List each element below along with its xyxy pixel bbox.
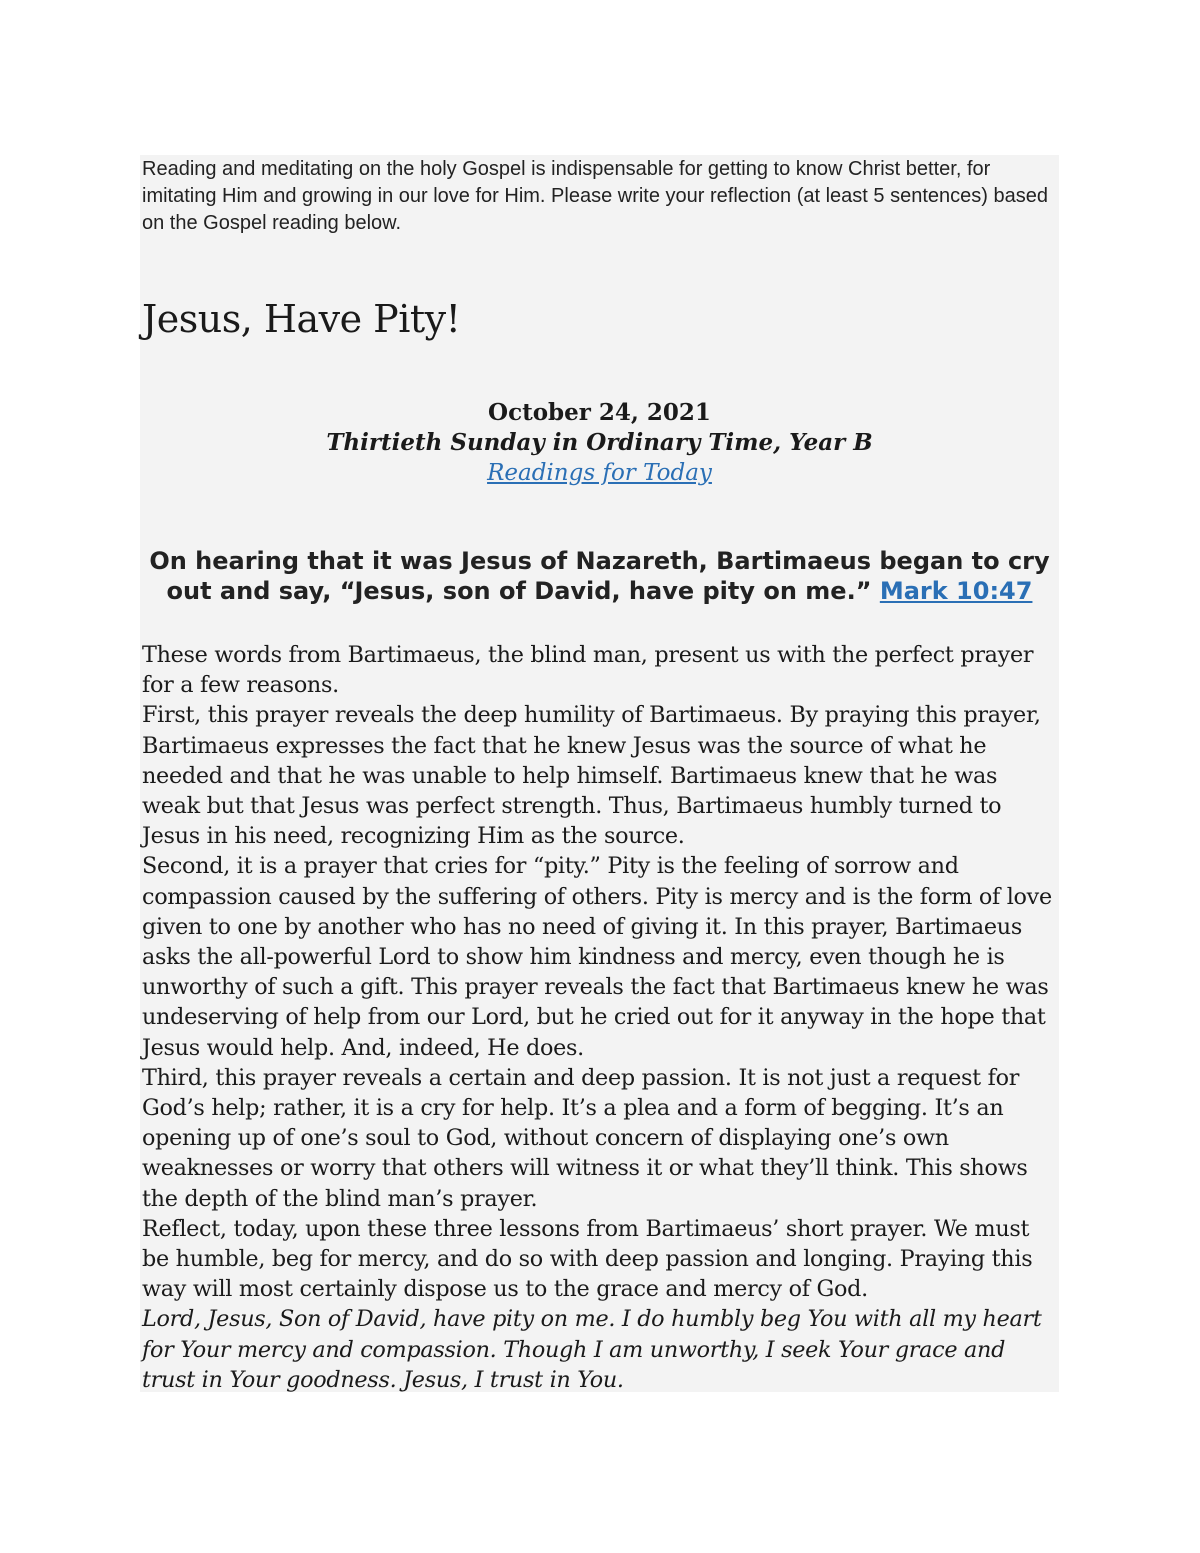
reflection-paragraph: These words from Bartimaeus, the blind man, present us with the perfect prayer for a few reasons. [142,642,1034,699]
readings-for-today-link[interactable]: Readings for Today [487,460,712,486]
scripture-reference-link[interactable]: Mark 10:47 [879,577,1033,605]
reflection-paragraph: Third, this prayer reveals a certain and deep passion. It is not just a request for God’s help; rather, it is a cry for help. It’s a plea and a form of begging. It’s an opening up of one’s soul to God, without concern of displaying one’s own weaknesses or worry that others will witness it or what they’ll think. This shows the depth of the blind man’s prayer. [142,1064,1028,1212]
reflection-paragraph: First, this prayer reveals the deep humility of Bartimaeus. By praying this prayer, Bartimaeus expresses the fact that he knew Jesus was the source of what he needed and that he was unable to help himself. Bartimaeus knew that he was weak but that Jesus was perfect strength. Thus, Bartimaeus humbly turned to Jesus in his need, recognizing Him as the source. [142,702,1041,850]
document-content [142,156,1057,1393]
reflection-paragraph: Second, it is a prayer that cries for “pity.” Pity is the feeling of sorrow and compassion caused by the suffering of others. Pity is mercy and is the form of love given to one by another who has no need of giving it. In this prayer, Bartimaeus asks the all-powerful Lord to show him kindness and mercy, even though he is unworthy of such a gift. This prayer reveals the fact that Bartimaeus knew he was undeserving of help from our Lord, but he cried out for it anyway in the hope that Jesus would help. And, indeed, He does. [142,853,1052,1061]
liturgical-occasion: Thirtieth Sunday in Ordinary Time, Year B [326,429,873,456]
gospel-quote-text: On hearing that it was Jesus of Nazareth, Bartimaeus began to cry out and say, “Jesus, son of David, have pity on me.” [149,547,1050,605]
gospel-quote [142,546,1057,606]
liturgical-info [142,398,1057,488]
reflection-title: Jesus, Have Pity! [142,297,461,341]
reflection-body [142,640,1060,1395]
intro-instructions: Reading and meditating on the holy Gospel is indispensable for getting to know Christ better, for imitating Him and growing in our love for Him. Please write your reflection (at least 5 sentences) based on the Gospel reading below. [142,158,1048,234]
reflection-date: October 24, 2021 [488,399,711,426]
reflection-paragraph: Reflect, today, upon these three lessons from Bartimaeus’ short prayer. We must be humble, beg for mercy, and do so with deep passion and longing. Praying this way will most certainly dispose us to the grace and mercy of God. [142,1215,1033,1303]
closing-prayer: Lord, Jesus, Son of David, have pity on me. I do humbly beg You with all my heart for Your mercy and compassion. Though I am unworthy, I seek Your grace and trust in Your goodness. Jesus, I trust in You. [142,1306,1042,1393]
